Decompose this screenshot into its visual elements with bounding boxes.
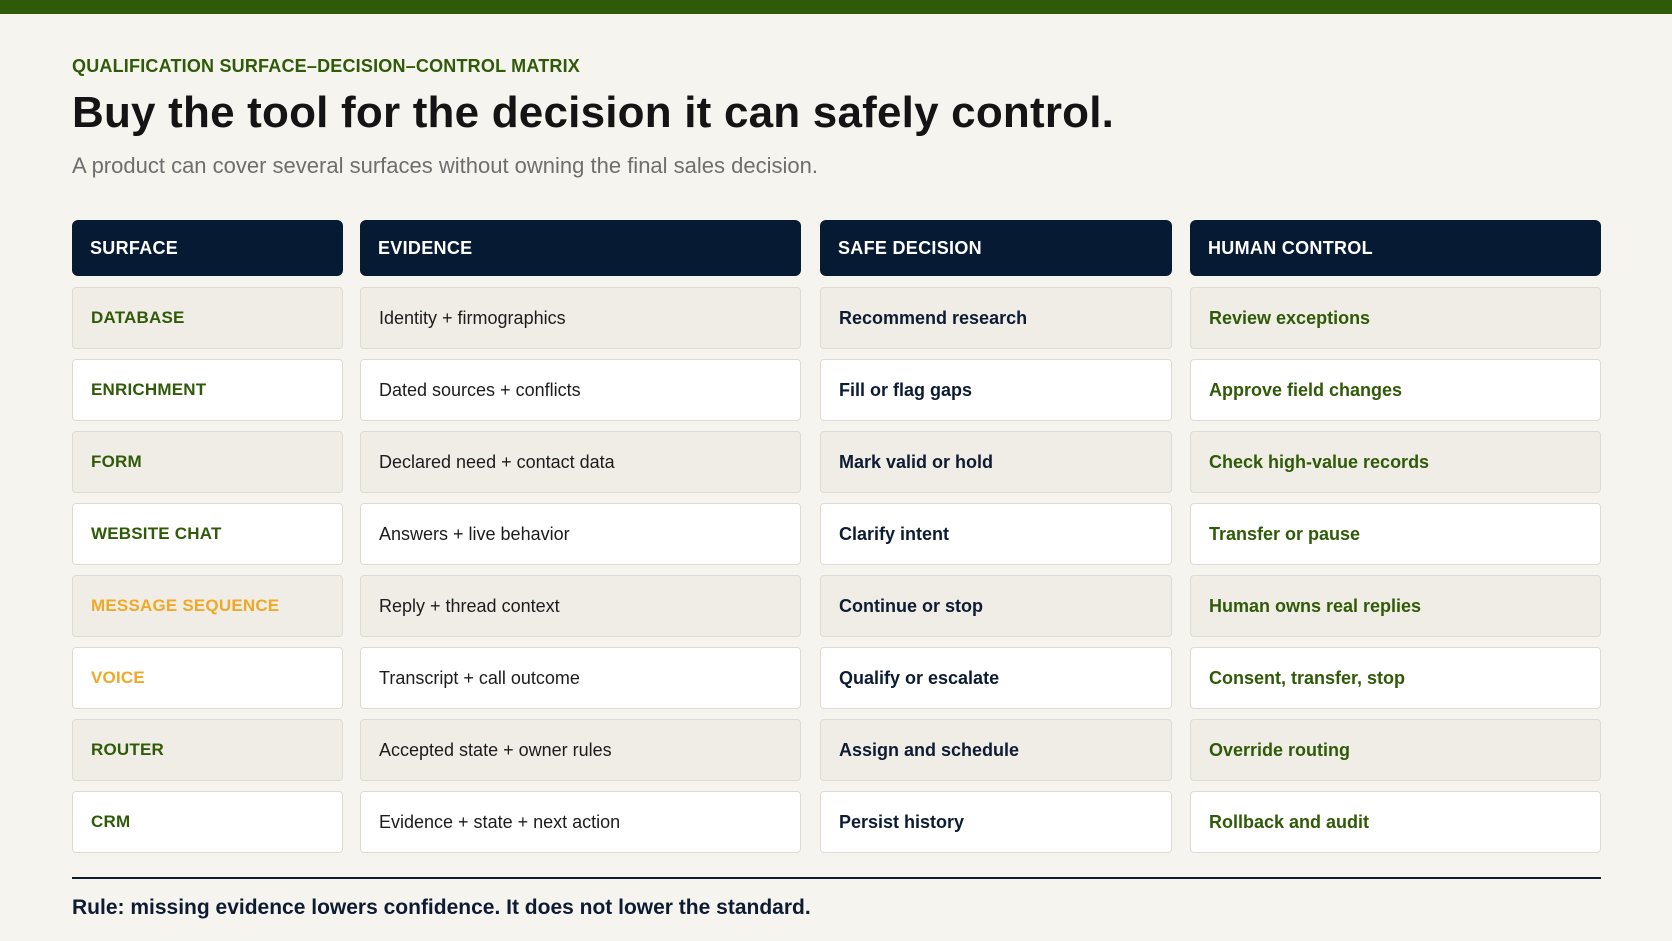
evidence-cell: Accepted state + owner rules: [360, 719, 801, 781]
eyebrow-label: QUALIFICATION SURFACE–DECISION–CONTROL MATRIX: [72, 56, 581, 76]
table-row: [72, 647, 1601, 709]
control-cell: Check high-value records: [1190, 431, 1601, 493]
surface-cell: ROUTER: [72, 719, 343, 781]
evidence-cell: Reply + thread context: [360, 575, 801, 637]
surface-cell: MESSAGE SEQUENCE: [72, 575, 343, 637]
table-row: [72, 359, 1601, 421]
surface-cell: VOICE: [72, 647, 343, 709]
header-safe-decision: SAFE DECISION: [820, 220, 1172, 276]
header-surface: SURFACE: [72, 220, 343, 276]
surface-cell: CRM: [72, 791, 343, 853]
control-cell: Rollback and audit: [1190, 791, 1601, 853]
control-cell: Human owns real replies: [1190, 575, 1601, 637]
decision-cell: Recommend research: [820, 287, 1172, 349]
control-cell: Transfer or pause: [1190, 503, 1601, 565]
top-accent-bar: [0, 0, 1672, 14]
surface-cell: ENRICHMENT: [72, 359, 343, 421]
decision-cell: Clarify intent: [820, 503, 1172, 565]
page-subtitle: A product can cover several surfaces without owning the final sales decision.: [72, 153, 818, 178]
table-row: [72, 431, 1601, 493]
evidence-cell: Transcript + call outcome: [360, 647, 801, 709]
decision-cell: Qualify or escalate: [820, 647, 1172, 709]
table-row: [72, 575, 1601, 637]
evidence-cell: Identity + firmographics: [360, 287, 801, 349]
decision-cell: Assign and schedule: [820, 719, 1172, 781]
evidence-cell: Evidence + state + next action: [360, 791, 801, 853]
rule-divider: [72, 877, 1601, 879]
surface-cell: FORM: [72, 431, 343, 493]
surface-cell: WEBSITE CHAT: [72, 503, 343, 565]
matrix-table: [72, 220, 1601, 863]
table-row: [72, 719, 1601, 781]
page-title: Buy the tool for the decision it can safely control.: [72, 88, 1115, 137]
matrix-header-row: [72, 220, 1601, 276]
evidence-cell: Declared need + contact data: [360, 431, 801, 493]
header-evidence: EVIDENCE: [360, 220, 801, 276]
control-cell: Override routing: [1190, 719, 1601, 781]
evidence-cell: Answers + live behavior: [360, 503, 801, 565]
decision-cell: Persist history: [820, 791, 1172, 853]
rule-footnote: Rule: missing evidence lowers confidence. It does not lower the standard.: [72, 896, 811, 919]
table-row: [72, 503, 1601, 565]
decision-cell: Continue or stop: [820, 575, 1172, 637]
table-row: [72, 287, 1601, 349]
evidence-cell: Dated sources + conflicts: [360, 359, 801, 421]
control-cell: Consent, transfer, stop: [1190, 647, 1601, 709]
decision-cell: Fill or flag gaps: [820, 359, 1172, 421]
table-row: [72, 791, 1601, 853]
control-cell: Approve field changes: [1190, 359, 1601, 421]
surface-cell: DATABASE: [72, 287, 343, 349]
header-human-control: HUMAN CONTROL: [1190, 220, 1601, 276]
control-cell: Review exceptions: [1190, 287, 1601, 349]
decision-cell: Mark valid or hold: [820, 431, 1172, 493]
